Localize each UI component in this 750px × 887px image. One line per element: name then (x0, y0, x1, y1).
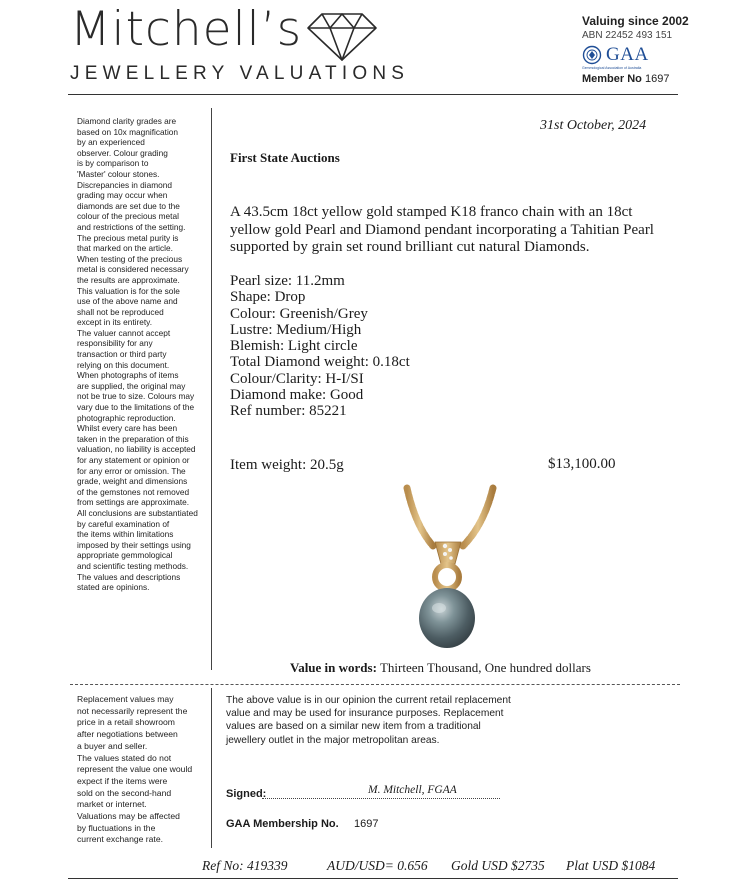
member-label: Member No (582, 73, 642, 85)
spec-line: Total Diamond weight: 0.18ct (230, 354, 410, 371)
spec-line: Colour: Greenish/Grey (230, 305, 368, 322)
disclaimer-line: Discrepancies in diamond (77, 179, 173, 190)
disclaimer-line: responsibility for any (77, 338, 153, 349)
column-divider (211, 108, 212, 670)
disclaimer-line: valuation, no liability is accepted (77, 444, 196, 455)
disclaimer-line: stated are opinions. (77, 582, 150, 593)
item-description: A 43.5cm 18ct yellow gold stamped K18 franco chain with an 18ct yellow gold Pearl and Diamond pendant incorporating a Tahitian Pearl supported by grain set round brilliant cut natural Diamonds. (230, 204, 654, 255)
ref-no: Ref No: 419339 (202, 858, 288, 873)
replacement-line: market or internet. (77, 799, 147, 810)
disclaimer-line: the items within limitations (77, 529, 174, 540)
disclaimer-line: and restrictions of the setting. (77, 221, 186, 232)
disclaimer-line: grade, weight and dimensions (77, 476, 188, 487)
signature-line (262, 798, 500, 799)
disclaimer-line: of the gemstones not removed (77, 486, 190, 497)
gaa-seal-icon (582, 45, 602, 65)
disclaimer-line: and scientific testing methods. (77, 560, 189, 571)
gaa-membership-no: 1697 (354, 818, 379, 830)
replacement-line: by fluctuations in the (77, 822, 156, 833)
replacement-value-statement: The above value is in our opinion the current retail replacement value and may be used for insurance purposes. Replacement values are based on a similar new item from a traditional jewellery outlet in the major metropolitan areas. (226, 695, 511, 746)
replacement-line: Valuations may be affected (77, 811, 180, 822)
disclaimer-line: 'Master' colour stones. (77, 168, 160, 179)
disclaimer-line: based on 10x magnification (77, 126, 179, 137)
disclaimer-line: by careful examination of (77, 518, 170, 529)
replacement-line: The values stated do not (77, 752, 172, 763)
disclaimer-line: Whilst every care has been (77, 423, 178, 434)
disclaimer-line: When testing of the precious (77, 253, 183, 264)
disclaimer-line: for any statement or opinion or (77, 455, 190, 465)
spec-line: Pearl size: 11.2mm (230, 273, 345, 289)
disclaimer-line: grading may occur when (77, 190, 168, 201)
disclaimer-line: are supplied, the original may (77, 380, 186, 391)
disclaimer-line: colour of the precious metal (77, 211, 179, 222)
gold-price: Gold USD $2735 (451, 858, 545, 873)
disclaimer-line: use of the above name and (77, 296, 178, 307)
disclaimer-line: from settings are approximate. (77, 497, 190, 508)
replacement-line: price in a retail showroom (77, 717, 175, 728)
value-words-text: Thirteen Thousand, One hundred dollars (379, 660, 591, 675)
platinum-price: Plat USD $1084 (566, 858, 656, 873)
disclaimer-line: by an experienced (77, 137, 145, 148)
spec-line: Ref number: 85221 (230, 403, 347, 420)
spec-line: Diamond make: Good (230, 387, 364, 404)
disclaimer-line: When photographs of items (77, 370, 179, 381)
member-number (582, 73, 689, 85)
header-right (582, 14, 689, 85)
disclaimer-line: The values and descriptions (77, 571, 181, 582)
disclaimer-line: All conclusions are substantiated (77, 507, 198, 518)
value-words-label: Value in words: (290, 660, 377, 675)
replacement-line: a buyer and seller. (77, 740, 148, 751)
dashed-separator (70, 684, 680, 685)
disclaimer-line: vary due to the limitations of the (77, 402, 195, 413)
gaa-block (582, 44, 689, 66)
replacement-text (77, 694, 192, 846)
valuation-date: 31st October, 2024 (540, 118, 647, 133)
aud-usd-rate: AUD/USD= 0.656 (327, 858, 428, 873)
disclaimer-line: observer. Colour grading (77, 147, 168, 158)
item-weight: Item weight: 20.5g (230, 457, 344, 473)
member-no: 1697 (644, 73, 670, 85)
disclaimer-line: appropriate gemmological (77, 550, 173, 561)
replacement-line: Replacement values may (77, 694, 174, 704)
item-specs (230, 273, 410, 420)
signature-name: M. Mitchell, FGAA (368, 784, 457, 796)
disclaimer-line: transaction or third party (77, 349, 167, 360)
abn: ABN 22452 493 151 (582, 30, 673, 41)
disclaimer-line: metal is considered necessary (77, 264, 189, 275)
item-price: $13,100.00 (548, 456, 616, 472)
spec-line: Colour/Clarity: H-I/SI (230, 370, 364, 387)
replacement-line: not necessarily represent the (77, 705, 188, 716)
replacement-line: after negotiations between (77, 729, 178, 740)
recipient: First State Auctions (230, 150, 340, 165)
brand-name: Mitchell’s (70, 2, 303, 57)
diamond-logo-icon (306, 10, 378, 62)
header-rule (68, 94, 678, 95)
disclaimer-line: The valuer cannot accept (77, 327, 171, 338)
brand-subtitle: JEWELLERY VALUATIONS (70, 63, 410, 84)
valuing-since: Valuing since 2002 (582, 14, 689, 28)
spec-line: Blemish: Light circle (230, 338, 358, 355)
disclaimer-text (77, 116, 198, 593)
replacement-line: sold on the second-hand (77, 787, 172, 798)
disclaimer-line: imposed by their settings using (77, 539, 191, 550)
disclaimer-line: taken in the preparation of this (77, 433, 189, 444)
lower-column-divider (211, 688, 212, 848)
spec-line: Lustre: Medium/High (230, 321, 362, 338)
replacement-line: current exchange rate. (77, 834, 163, 845)
disclaimer-line: the results are approximate. (77, 274, 180, 285)
signed-label: Signed: (226, 788, 267, 800)
disclaimer-line: diamonds are set due to the (77, 200, 180, 211)
gaa-label: GAA (606, 44, 649, 65)
disclaimer-line: not be true to size. Colours may (77, 391, 195, 402)
disclaimer-line: photographic reproduction. (77, 412, 176, 423)
disclaimer-line: that marked on the article. (77, 243, 173, 254)
gaa-small-text: Gemmological Association of Australia (582, 66, 642, 70)
replacement-line: represent the value one would (77, 764, 193, 775)
gaa-membership-label: GAA Membership No. (226, 818, 339, 830)
disclaimer-line: Diamond clarity grades are (77, 116, 177, 126)
replacement-line: expect if the items were (77, 775, 168, 786)
disclaimer-line: is by comparison to (77, 158, 149, 169)
value-in-words (290, 660, 591, 676)
disclaimer-line: except in its entirety. (77, 317, 153, 328)
pendant-photo (385, 484, 505, 654)
spec-line: Shape: Drop (230, 289, 306, 306)
disclaimer-line: for any error or omission. The (77, 465, 186, 476)
footer-rule (68, 878, 678, 879)
disclaimer-line: relying on this document. (77, 359, 170, 370)
disclaimer-line: The precious metal purity is (77, 232, 179, 243)
disclaimer-line: shall not be reproduced (77, 306, 164, 317)
disclaimer-line: This valuation is for the sole (77, 285, 180, 296)
